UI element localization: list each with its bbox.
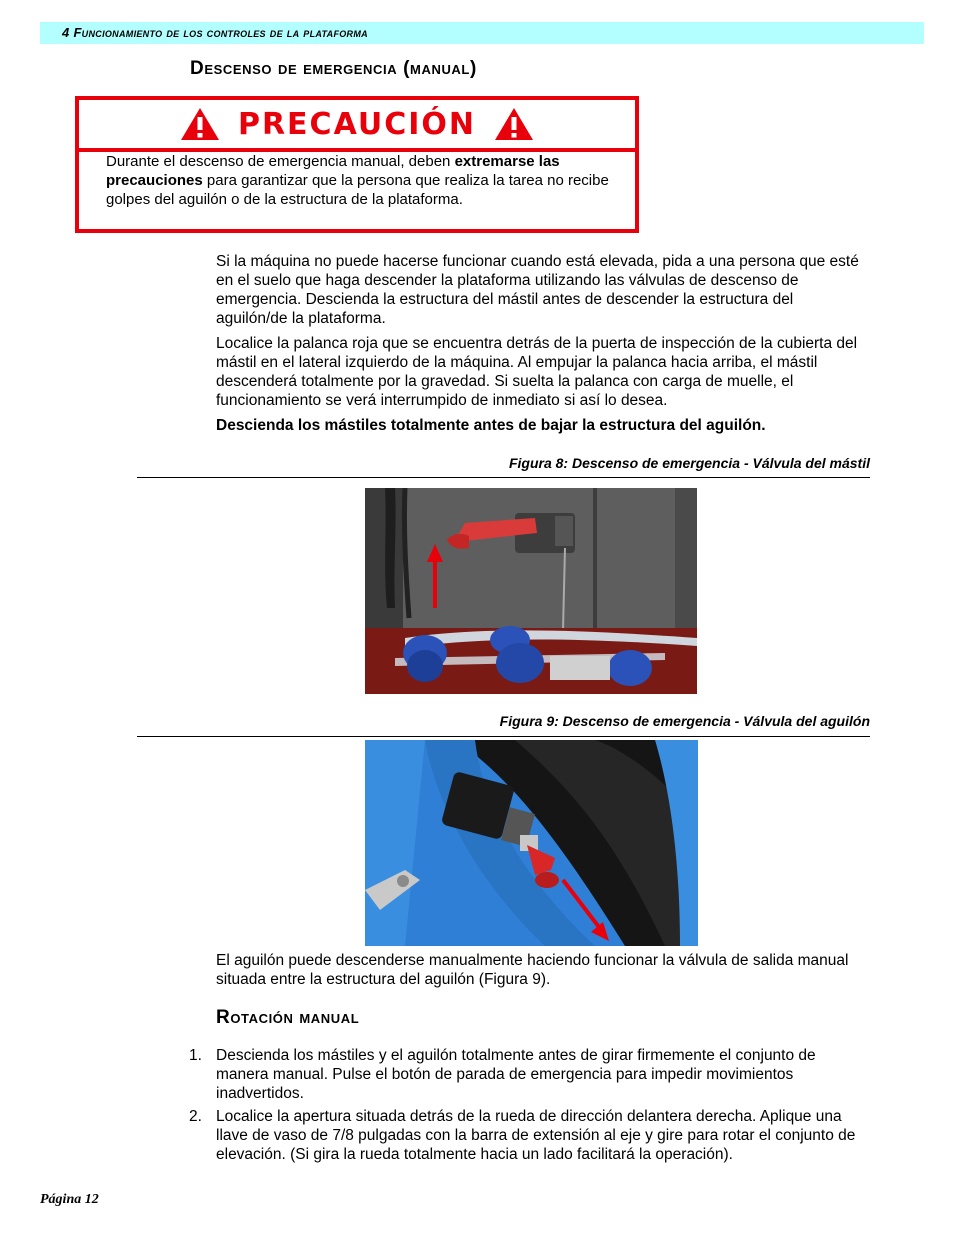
figure-8-caption: Figura 8: Descenso de emergencia - Válvula del mástil xyxy=(508,455,870,471)
caution-text-part: para garantizar que la persona que realiza la tarea no recibe golpes del aguilón o de la estructura de la plataforma. xyxy=(106,172,609,208)
caution-box xyxy=(75,96,639,233)
caution-header xyxy=(75,100,639,152)
list-item-number: 2. xyxy=(189,1108,202,1125)
paragraph-2: Localice la palanca roja que se encuentra detrás de la puerta de inspección de la cubierta del mástil en el lateral izquierdo de la máquina. Al empujar la palanca hacia arriba, el mástil descenderá totalmente por la gravedad. Si suelta la palanca con carga de muelle, el funcionamiento se verá interrumpido de inmediato si así lo desea. xyxy=(216,335,858,409)
section-title-emergency-descent: Descenso de emergencia (manual) xyxy=(190,58,477,79)
paragraph-4: El aguilón puede descenderse manualmente haciendo funcionar la válvula de salida manual situada entre la estructura del aguilón (Figura 9). xyxy=(216,952,849,988)
caution-text-bold: extremarse las precauciones xyxy=(106,153,560,189)
figure-8-photo xyxy=(365,488,697,694)
figure-8-rule xyxy=(137,477,870,478)
list-item-number: 1. xyxy=(189,1047,202,1064)
caution-text xyxy=(106,152,616,209)
warning-triangle-icon xyxy=(180,107,220,141)
paragraph-1: Si la máquina no puede hacerse funcionar cuando está elevada, pida a una persona que esté en el suelo que haga descender la plataforma utilizando las válvulas de descenso de emergencia. Descienda la estructura del mástil antes de descender la estructura del aguilón/de la plataforma. xyxy=(216,253,859,327)
figure-9-rule xyxy=(137,736,870,737)
caution-label: PRECAUCIÓN xyxy=(237,106,477,142)
caution-text-part: Durante el descenso de emergencia manual, deben xyxy=(106,153,455,170)
section-title-manual-rotation: Rotación manual xyxy=(216,1007,360,1028)
list-item-text: Descienda los mástiles y el aguilón totalmente antes de girar firmemente el conjunto de manera manual. Pulse el botón de parada de emergencia para impedir movimientos inadvertidos. xyxy=(216,1047,816,1102)
figure-9-photo xyxy=(365,740,698,946)
page-number: Página 12 xyxy=(40,1192,99,1207)
paragraph-3-bold: Descienda los mástiles totalmente antes de bajar la estructura del aguilón. xyxy=(216,417,766,434)
figure-9-caption: Figura 9: Descenso de emergencia - Válvula del aguilón xyxy=(499,713,870,729)
chapter-title: 4 Funcionamiento de los controles de la plataforma xyxy=(62,25,368,40)
warning-triangle-icon xyxy=(494,107,534,141)
list-item-text: Localice la apertura situada detrás de la rueda de dirección delantera derecha. Aplique una llave de vaso de 7/8 pulgadas con la barra de extensión al eje y gire para rotar el conjunto de elevación. (Si gira la rueda totalmente hacia un lado facilitará la operación). xyxy=(216,1108,856,1163)
chapter-header-bar xyxy=(40,22,924,44)
